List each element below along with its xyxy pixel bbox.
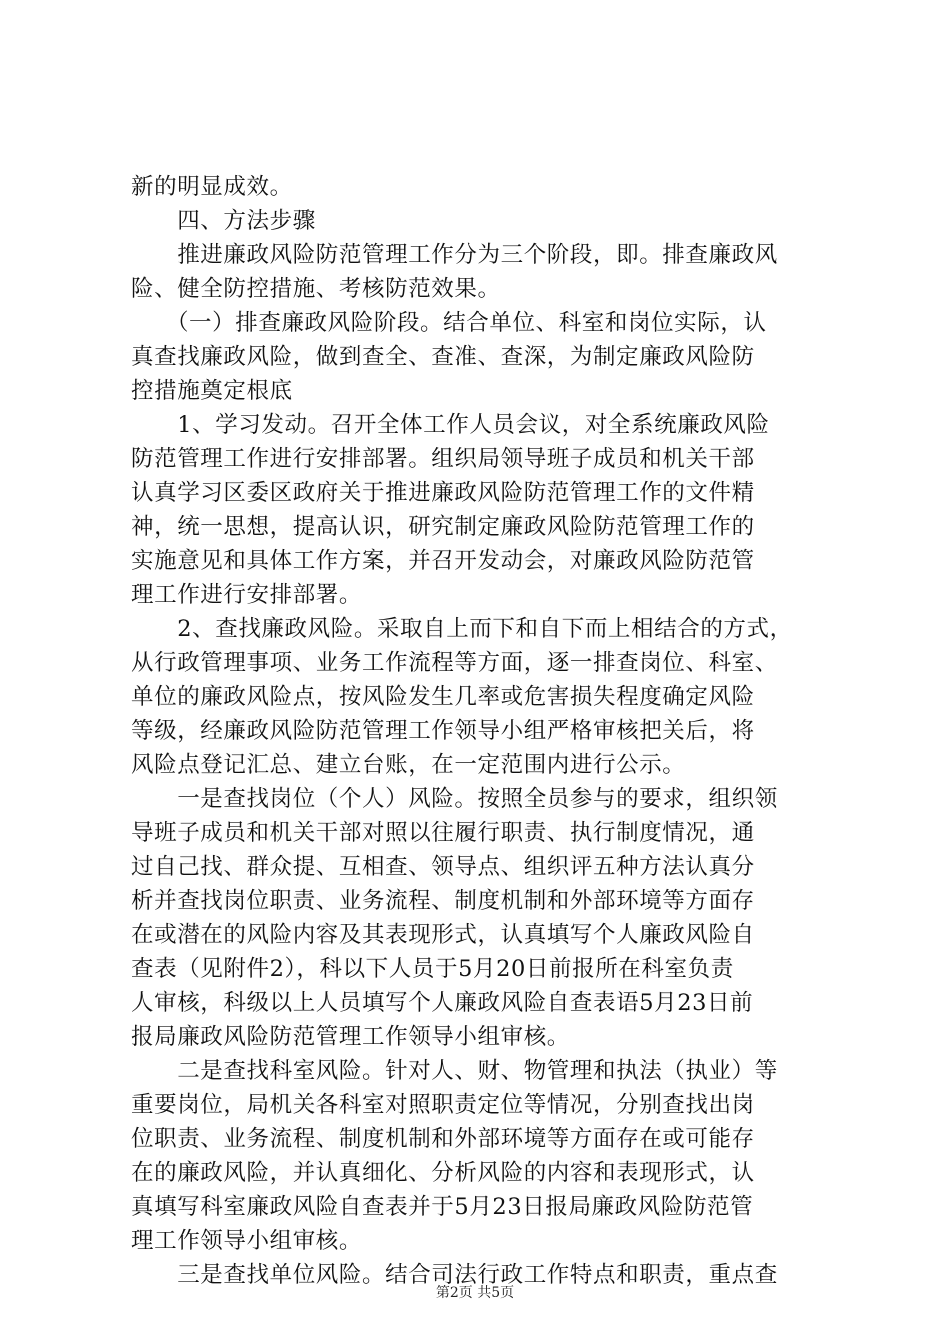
text-line: 神，统一思想，提高认识，研究制定廉政风险防范管理工作的: [131, 514, 755, 540]
text-line: 单位的廉政风险点，按风险发生几率或危害损失程度确定风险: [131, 684, 755, 710]
text-line: 一是查找岗位（个人）风险。按照全员参与的要求，组织领: [131, 786, 778, 812]
text-line: 风险点登记汇总、建立台账，在一定范围内进行公示。: [131, 752, 686, 778]
text-line: 报局廉政风险防范管理工作领导小组审核。: [131, 1024, 570, 1050]
text-line: 从行政管理事项、业务工作流程等方面，逐一排查岗位、科室、: [131, 650, 778, 676]
text-line: 1、学习发动。召开全体工作人员会议，对全系统廉政风险: [131, 412, 770, 438]
text-line: 推进廉政风险防范管理工作分为三个阶段，即。排查廉政风: [131, 242, 778, 268]
text-line: 险、健全防控措施、考核防范效果。: [131, 276, 501, 302]
text-line: 在的廉政风险，并认真细化、分析风险的内容和表现形式，认: [131, 1160, 755, 1186]
page-number: 第2页 共5页: [435, 1285, 515, 1301]
text-line: 查表（见附件2），科以下人员于5月20日前报所在科室负责: [131, 956, 734, 982]
text-line: 析并查找岗位职责、业务流程、制度机制和外部环境等方面存: [131, 888, 755, 914]
page-footer: [0, 1284, 950, 1302]
text-line: 在或潜在的风险内容及其表现形式，认真填写个人廉政风险自: [131, 922, 755, 948]
text-line: 等级，经廉政风险防范管理工作领导小组严格审核把关后，将: [131, 718, 755, 744]
text-line: 认真学习区委区政府关于推进廉政风险防范管理工作的文件精: [131, 480, 755, 506]
text-line: 控措施奠定根底: [131, 378, 293, 404]
text-line: 导班子成员和机关干部对照以往履行职责、执行制度情况，通: [131, 820, 755, 846]
text-line: 过自己找、群众提、互相查、领导点、组织评五种方法认真分: [131, 854, 755, 880]
text-line: 理工作领导小组审核。: [131, 1228, 363, 1254]
text-line: 真查找廉政风险，做到查全、查准、查深，为制定廉政风险防: [131, 344, 755, 370]
text-line: 位职责、业务流程、制度机制和外部环境等方面存在或可能存: [131, 1126, 755, 1152]
text-line: 真填写科室廉政风险自查表并于5月23日报局廉政风险防范管: [131, 1194, 754, 1220]
text-line: 理工作进行安排部署。: [131, 582, 363, 608]
text-line: 重要岗位，局机关各科室对照职责定位等情况，分别查找出岗: [131, 1092, 755, 1118]
document-body: [131, 170, 851, 1292]
text-line: 新的明显成效。: [131, 174, 293, 200]
text-line: 人审核，科级以上人员填写个人廉政风险自查表语5月23日前: [131, 990, 754, 1016]
section-heading: 四、方法步骤: [131, 208, 316, 234]
text-line: （一）排查廉政风险阶段。结合单位、科室和岗位实际，认: [131, 310, 767, 336]
text-line: 实施意见和具体工作方案，并召开发动会，对廉政风险防范管: [131, 548, 755, 574]
text-line: 防范管理工作进行安排部署。组织局领导班子成员和机关干部: [131, 446, 755, 472]
text-line: 二是查找科室风险。针对人、财、物管理和执法（执业）等: [131, 1058, 778, 1084]
text-line: 三是查找单位风险。结合司法行政工作特点和职责，重点查: [131, 1262, 778, 1288]
text-line: 2、查找廉政风险。采取自上而下和自下而上相结合的方式，: [131, 616, 793, 642]
